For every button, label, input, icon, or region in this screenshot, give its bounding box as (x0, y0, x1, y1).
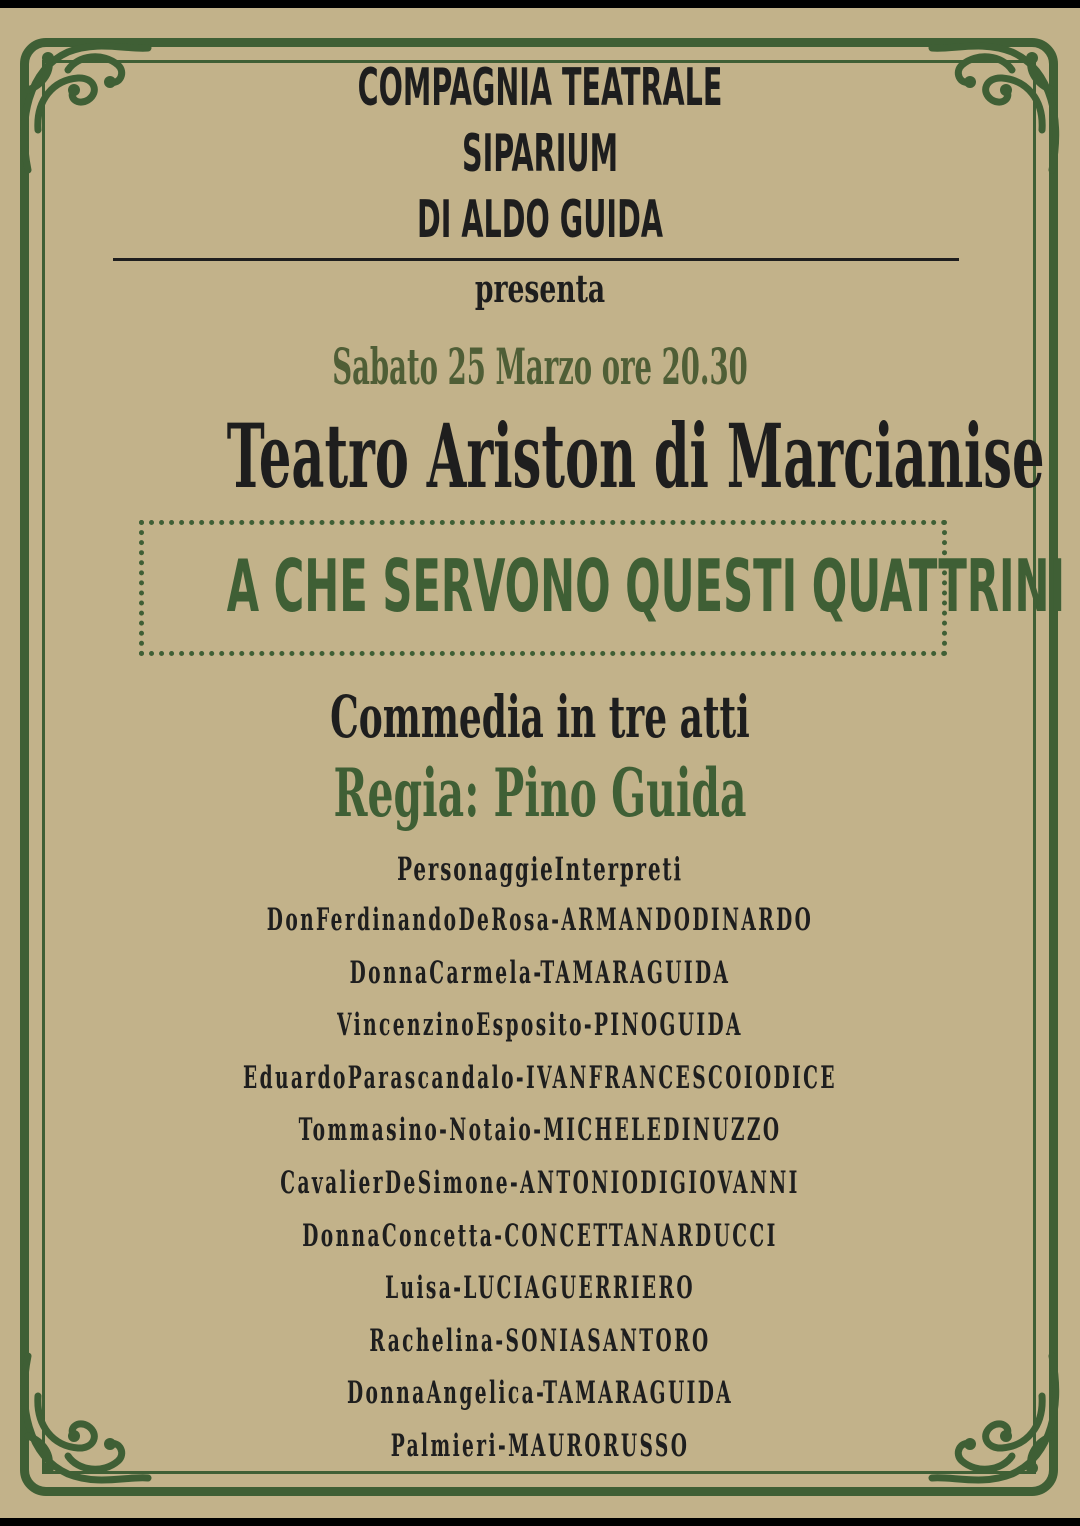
cast-list-item: Tommasino-Notaio-MICHELEDINUZZO (298, 1112, 782, 1149)
company-line: COMPAGNIA TEATRALE (357, 58, 723, 118)
genre-label: Commedia in tre atti (330, 683, 750, 751)
divider-rule (113, 258, 959, 261)
cast-list-item: DonnaAngelica-TAMARAGUIDA (346, 1375, 734, 1412)
cast-list-item: EduardoParascandalo-IVANFRANCESCOIODICE (243, 1059, 837, 1096)
cast-list-item: DonnaCarmela-TAMARAGUIDA (349, 954, 731, 991)
venue-title: Teatro Ariston di Marcianise (226, 404, 1045, 508)
company-line: SIPARIUM (461, 124, 619, 184)
corner-ornament-icon (8, 30, 158, 180)
cast-list-item: DonFerdinandoDeRosa-ARMANDODINARDO (266, 902, 814, 938)
cast-list-item: VincenzinoEsposito-PINOGUIDA (337, 1007, 743, 1044)
cast-list-item: CavalierDeSimone-ANTONIODIGIOVANNI (280, 1164, 800, 1201)
director-label: Regia: Pino Guida (333, 754, 747, 832)
company-line: DI ALDO GUIDA (417, 190, 663, 250)
cast-list (0, 902, 1080, 1484)
cast-heading: PersonaggieInterpreti (397, 850, 683, 888)
cast-list-item: Luisa-LUCIAGUERRIERO (385, 1270, 695, 1307)
cast-list-item: Rachelina-SONIASANTORO (369, 1322, 711, 1359)
presenta-label: presenta (474, 266, 606, 311)
event-date: Sabato 25 Marzo ore 20.30 (332, 337, 748, 396)
cast-list-item: Palmieri-MAURORUSSO (390, 1427, 690, 1464)
cast-list-item: DonnaConcetta-CONCETTANARDUCCI (302, 1217, 778, 1254)
corner-ornament-icon (922, 30, 1072, 180)
company-name (243, 58, 837, 260)
play-title: A CHE SERVONO QUESTI QUATTRINI (226, 544, 1066, 628)
